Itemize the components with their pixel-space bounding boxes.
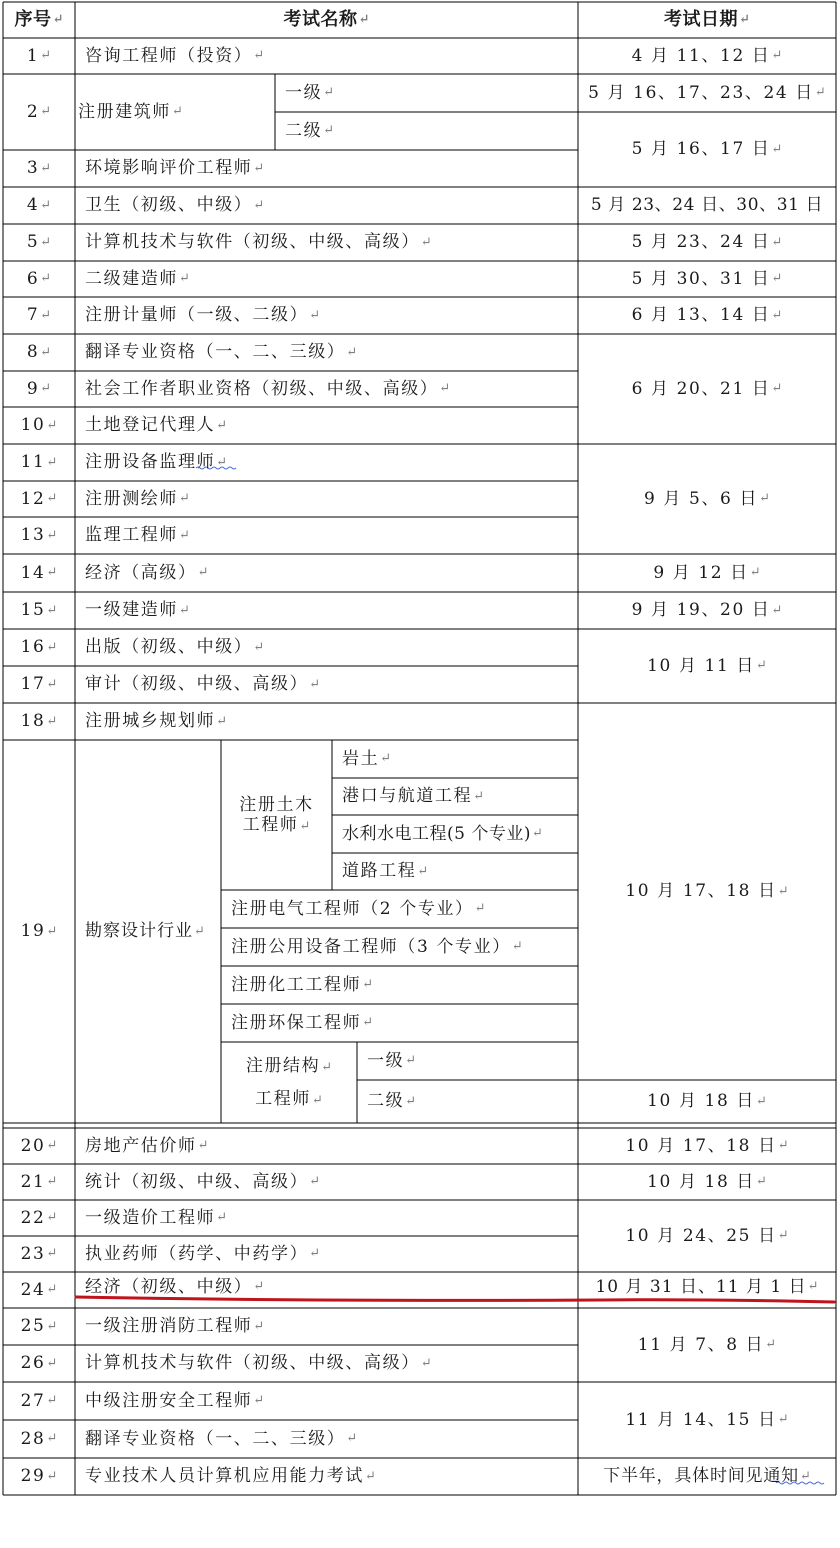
row-5-date: 5 月 23、24 日 ↵	[631, 232, 783, 253]
row-19-civil-b: 港口与航道工程 ↵	[342, 786, 485, 807]
row-2-sub-level2: 二级 ↵	[285, 120, 335, 141]
row-27-no: 27 ↵	[20, 1390, 58, 1411]
row-19-utility: 注册公用设备工程师（3 个专业） ↵	[231, 936, 523, 957]
row-19-struct-a: 一级 ↵	[367, 1050, 417, 1071]
row-6-no: 6 ↵	[26, 268, 52, 289]
row-17-no: 17 ↵	[20, 674, 58, 695]
row-19-name: 勘察设计行业 ↵	[85, 921, 205, 942]
row-20-name: 房地产估价师 ↵	[85, 1135, 209, 1156]
row-16-name: 出版（初级、中级） ↵	[85, 637, 265, 658]
row-19-no: 19 ↵	[20, 921, 58, 942]
row-2-3-date: 5 月 16、17 日 ↵	[631, 139, 783, 160]
row-5-name: 计算机技术与软件（初级、中级、高级） ↵	[85, 232, 432, 253]
row-2-name: 注册建筑师 ↵	[78, 101, 183, 122]
row-29-date: 下半年，具体时间见通知 ↵	[603, 1466, 811, 1487]
row-24-date: 10 月 31 日、11 月 1 日 ↵	[595, 1276, 819, 1297]
row-16-no: 16 ↵	[20, 637, 58, 658]
row-24-name: 经济（初级、中级） ↵	[85, 1276, 265, 1297]
row-1-date: 4 月 11、12 日 ↵	[631, 45, 783, 66]
row-19-date-b: 10 月 18 日 ↵	[647, 1091, 767, 1112]
row-8-no: 8 ↵	[26, 342, 52, 363]
row-10-no: 10 ↵	[20, 415, 58, 436]
header-no: 序号 ↵	[14, 9, 64, 31]
row-18-19-date: 10 月 17、18 日 ↵	[625, 881, 789, 902]
struct-label-line1: 注册结构↵	[245, 1056, 333, 1077]
row-2-no: 2 ↵	[26, 101, 52, 122]
row-13-no: 13 ↵	[20, 525, 58, 546]
row-1-no: 1 ↵	[26, 45, 52, 66]
row-19-structural-engineer	[221, 1042, 357, 1123]
row-5-no: 5 ↵	[26, 232, 52, 253]
row-8-10-date: 6 月 20、21 日 ↵	[631, 378, 783, 399]
row-8-name: 翻译专业资格（一、二、三级） ↵	[85, 342, 358, 363]
row-19-civil-engineer	[221, 740, 332, 890]
row-11-name: 注册设备监理师 ↵	[85, 452, 228, 473]
row-1-name: 咨询工程师（投资） ↵	[85, 45, 265, 66]
row-13-name: 监理工程师 ↵	[85, 525, 190, 546]
row-26-name: 计算机技术与软件（初级、中级、高级） ↵	[85, 1353, 432, 1374]
row-19-civil-c: 水利水电工程(5 个专业) ↵	[342, 823, 543, 844]
row-25-no: 25 ↵	[20, 1316, 58, 1337]
row-19-civil-a: 岩土 ↵	[342, 748, 392, 769]
row-19-struct-b: 二级 ↵	[367, 1091, 417, 1112]
row-4-date: 5 月 23、24 日、30、31 日	[590, 195, 824, 216]
row-18-no: 18 ↵	[20, 711, 58, 732]
row-10-name: 土地登记代理人 ↵	[85, 415, 228, 436]
row-15-date: 9 月 19、20 日 ↵	[631, 600, 783, 621]
row-6-name: 二级建造师 ↵	[85, 268, 190, 289]
row-14-date: 9 月 12 日 ↵	[653, 562, 761, 583]
row-4-no: 4 ↵	[26, 195, 52, 216]
row-20-date: 10 月 17、18 日 ↵	[625, 1135, 789, 1156]
row-2-date-level1: 5 月 16、17、23、24 日 ↵	[588, 82, 826, 103]
row-11-no: 11 ↵	[20, 452, 58, 473]
row-25-name: 一级注册消防工程师 ↵	[85, 1316, 265, 1337]
row-22-23-date: 10 月 24、25 日 ↵	[625, 1225, 789, 1246]
row-26-no: 26 ↵	[20, 1353, 58, 1374]
row-28-name: 翻译专业资格（一、二、三级） ↵	[85, 1428, 358, 1449]
row-9-name: 社会工作者职业资格（初级、中级、高级） ↵	[85, 378, 451, 399]
row-23-no: 23 ↵	[20, 1243, 58, 1264]
row-25-26-date: 11 月 7、8 日 ↵	[637, 1334, 777, 1355]
row-2-sub-level1: 一级 ↵	[285, 82, 335, 103]
row-29-name: 专业技术人员计算机应用能力考试 ↵	[85, 1466, 376, 1487]
row-16-17-date: 10 月 11 日 ↵	[647, 655, 767, 676]
civil-label-line1: 注册土木	[239, 794, 314, 815]
row-21-name: 统计（初级、中级、高级） ↵	[85, 1171, 321, 1192]
row-21-no: 21 ↵	[20, 1171, 58, 1192]
row-27-28-date: 11 月 14、15 日 ↵	[625, 1409, 789, 1430]
row-15-no: 15 ↵	[20, 600, 58, 621]
row-3-no: 3 ↵	[26, 158, 52, 179]
row-23-name: 执业药师（药学、中药学） ↵	[85, 1243, 321, 1264]
row-14-name: 经济（高级） ↵	[85, 562, 209, 583]
row-18-name: 注册城乡规划师 ↵	[85, 711, 228, 732]
row-21-date: 10 月 18 日 ↵	[647, 1171, 767, 1192]
header-name: 考试名称 ↵	[283, 9, 370, 31]
civil-label-line2: 工程师↵	[242, 815, 311, 835]
row-24-no: 24 ↵	[20, 1279, 58, 1300]
row-4-name: 卫生（初级、中级） ↵	[85, 195, 265, 216]
row-15-name: 一级建造师 ↵	[85, 600, 190, 621]
row-19-civil-d: 道路工程 ↵	[342, 861, 429, 882]
row-20-no: 20 ↵	[20, 1135, 58, 1156]
row-7-name: 注册计量师（一级、二级） ↵	[85, 305, 321, 326]
row-11-13-date: 9 月 5、6 日 ↵	[644, 488, 770, 509]
row-12-no: 12 ↵	[20, 488, 58, 509]
row-12-name: 注册测绘师 ↵	[85, 488, 190, 509]
row-17-name: 审计（初级、中级、高级） ↵	[85, 674, 321, 695]
row-3-name: 环境影响评价工程师 ↵	[85, 158, 265, 179]
row-19-electric: 注册电气工程师（2 个专业） ↵	[231, 898, 486, 919]
row-14-no: 14 ↵	[20, 562, 58, 583]
row-19-env: 注册环保工程师 ↵	[231, 1012, 374, 1033]
header-date: 考试日期 ↵	[664, 9, 750, 31]
row-19-chemical: 注册化工工程师 ↵	[231, 974, 374, 995]
row-7-date: 6 月 13、14 日 ↵	[631, 305, 783, 326]
row-7-no: 7 ↵	[26, 305, 52, 326]
row-22-no: 22 ↵	[20, 1207, 58, 1228]
row-6-date: 5 月 30、31 日 ↵	[631, 268, 783, 289]
struct-label-line2: 工程师↵	[255, 1088, 323, 1109]
row-27-name: 中级注册安全工程师 ↵	[85, 1390, 265, 1411]
row-28-no: 28 ↵	[20, 1428, 58, 1449]
row-9-no: 9 ↵	[26, 378, 52, 399]
row-22-name: 一级造价工程师 ↵	[85, 1207, 228, 1228]
row-29-no: 29 ↵	[20, 1466, 58, 1487]
